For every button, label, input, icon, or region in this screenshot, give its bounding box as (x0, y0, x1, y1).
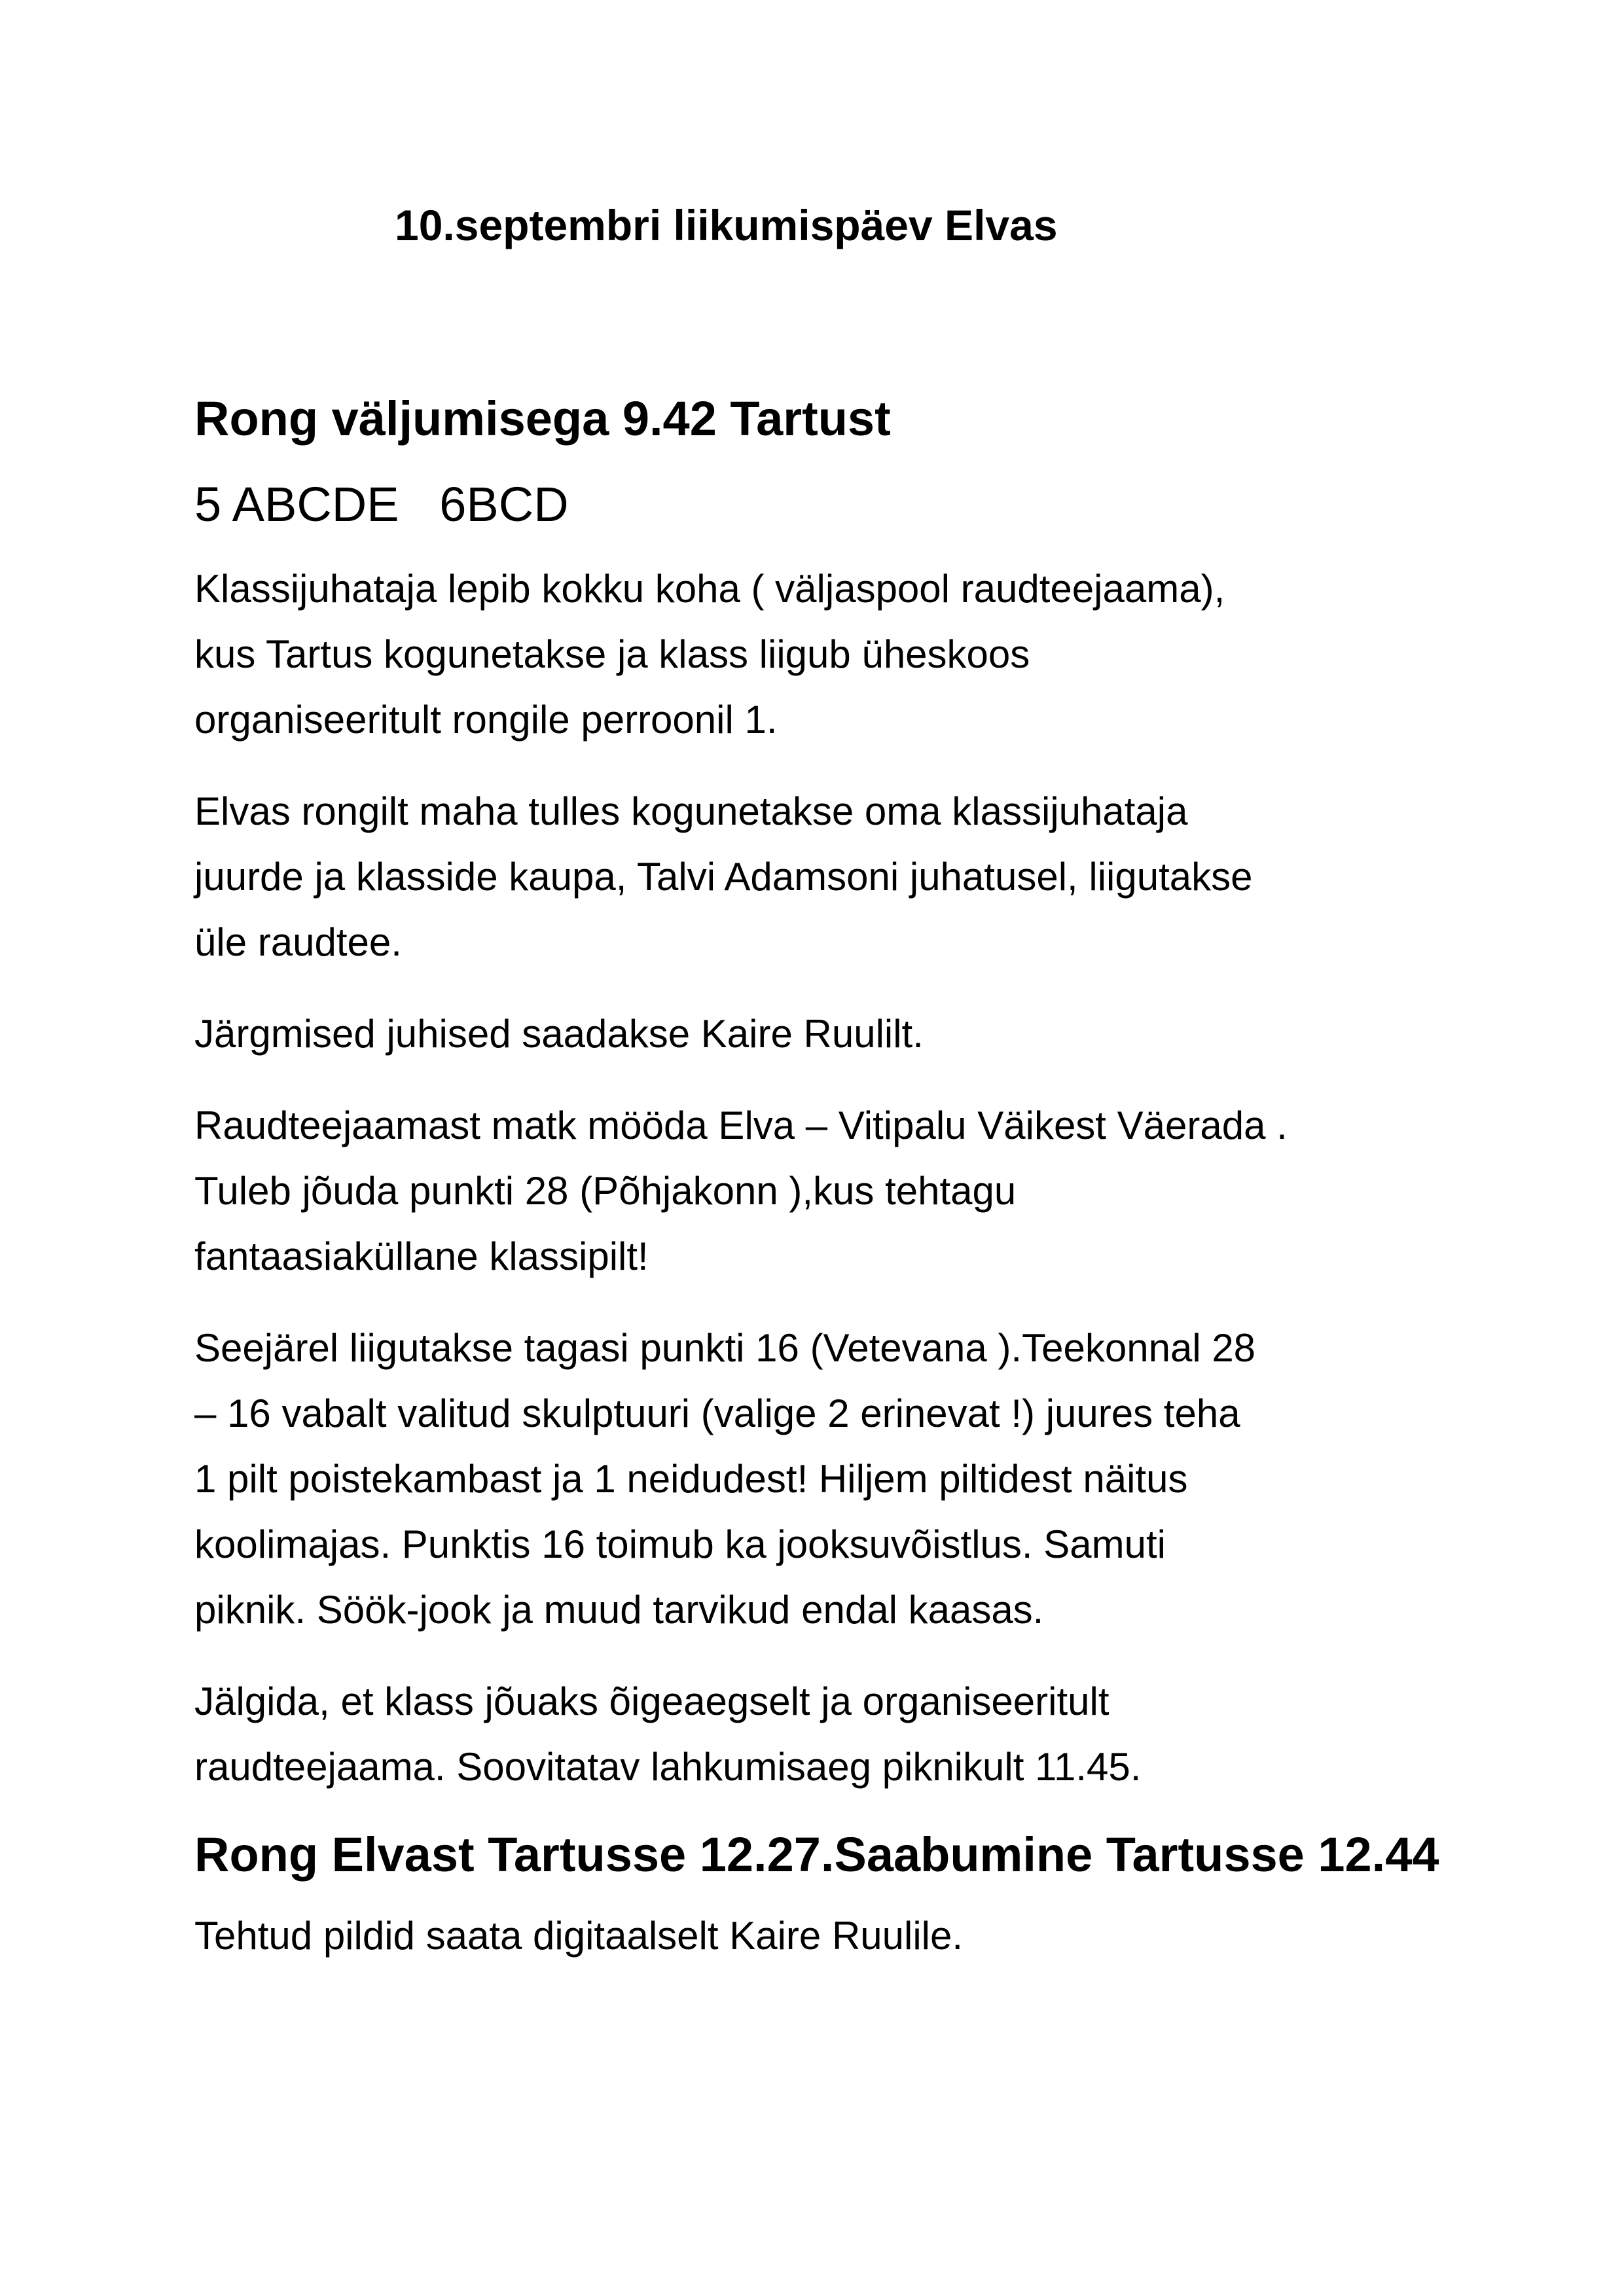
paragraph-hike: Raudteejaamast matk mööda Elva – Vitipalu Väikest Väerada . Tuleb jõuda punkti 28 (Põhjakonn ),kus tehtagu fantaasiaküllane klassipilt! (194, 1103, 1288, 1278)
paragraph-instructions: Järgmised juhised saadakse Kaire Ruulilt. (194, 1011, 924, 1056)
paragraph-return: Jälgida, et klass jõuaks õigeaegselt ja organiseeritult raudteejaama. Soovitatav lahkumisaeg piknikult 11.45. (194, 1679, 1142, 1789)
return-heading: Rong Elvast Tartusse 12.27.Saabumine Tartusse 12.44 (194, 1827, 1439, 1882)
paragraph-closing: Tehtud pildid saata digitaalselt Kaire Ruulile. (194, 1914, 964, 1958)
paragraph-meeting-point: Klassijuhataja lepib kokku koha ( väljaspool raudteejaama), kus Tartus kogunetakse ja klass liigub üheskoos organiseeritult rongile perroonil 1. (194, 566, 1225, 742)
paragraph-arrival-elva: Elvas rongilt maha tulles kogunetakse oma klassijuhataja juurde ja klasside kaupa, Talvi Adamsoni juhatusel, liigutakse üle raudtee. (194, 789, 1253, 964)
document-title: 10.septembri liikumispäev Elvas (395, 201, 1058, 249)
departure-heading: Rong väljumisega 9.42 Tartust (194, 391, 891, 446)
paragraph-sculptures: Seejärel liigutakse tagasi punkti 16 (Vetevana ).Teekonnal 28 – 16 vabalt valitud skulptuuri (valige 2 erinevat !) juures teha 1 pilt poistekambast ja 1 neidudest! Hiljem piltidest näitus koolimajas. Punktis 16 toimub ka jooksuvõistlus. Samuti piknik. Söök-jook ja muud tarvikud endal kaasas. (194, 1325, 1256, 1632)
document-body (194, 390, 1477, 1995)
class-list: 5 ABCDE 6BCD (194, 476, 569, 531)
